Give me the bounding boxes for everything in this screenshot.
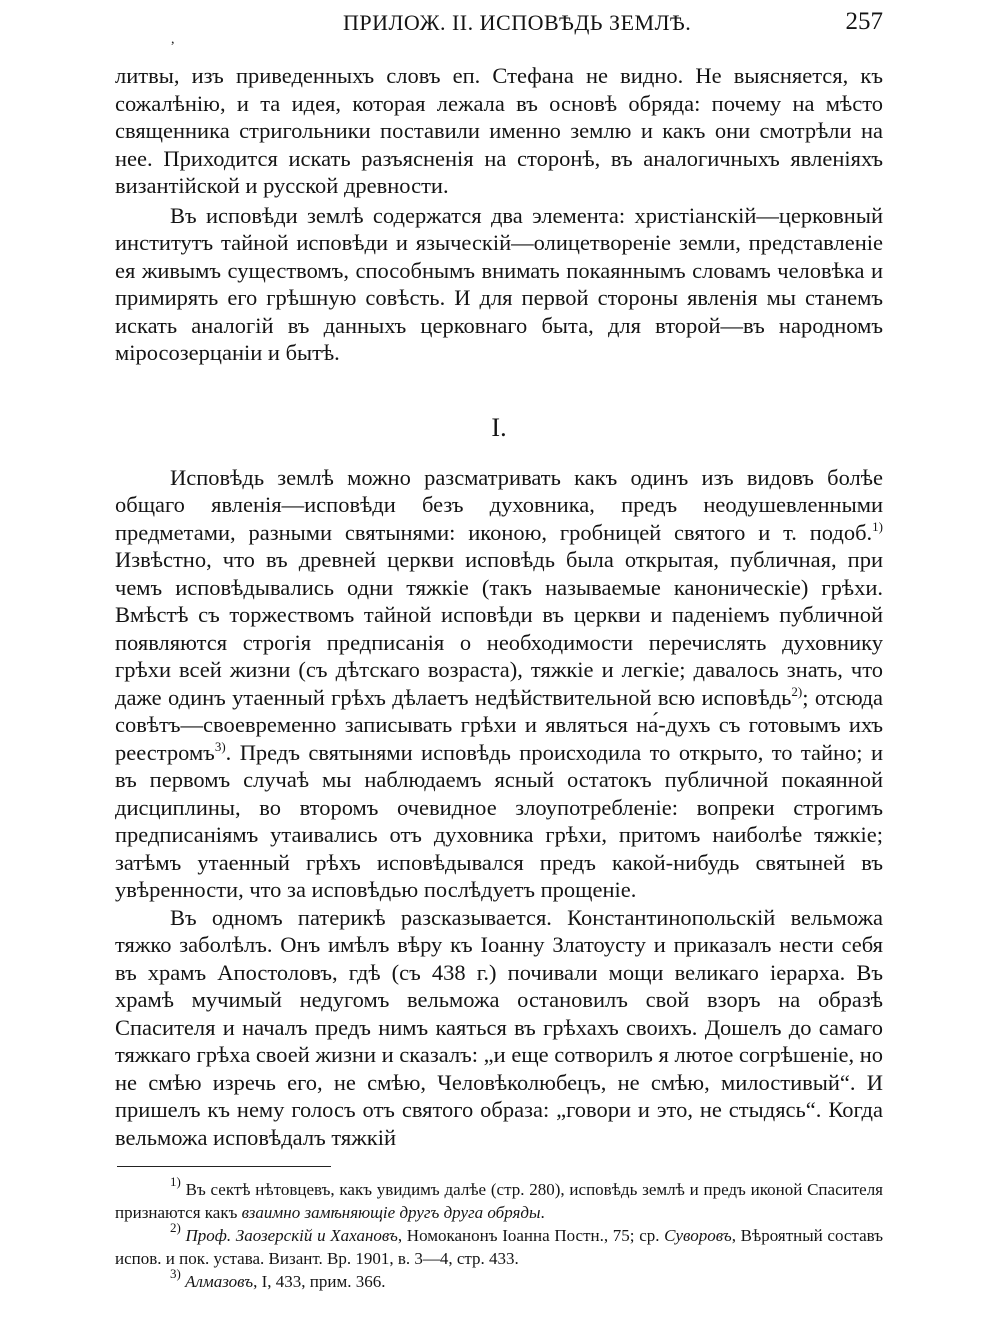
footnotes <box>115 1174 884 1293</box>
footnote-1 <box>115 1174 883 1224</box>
footnote-text: , Номоканонъ Іоанна Постн., 75; ср. <box>397 1226 665 1245</box>
footnote-marker: 2) <box>170 1220 181 1235</box>
footnote-text: , Вѣроятный составъ испов. и пок. устава. Визант. Вр. 1901, в. 3—4, стр. 433. <box>115 1226 884 1268</box>
paragraph: Въ одномъ патерикѣ разсказывается. Константинопольскій вельможа тяжко заболѣлъ. Онъ имѣлъ вѣру къ Іоанну Златоусту и приказалъ нести себя въ храмъ Апостоловъ, гдѣ (съ 438 г.) почивали мощи великаго іерарха. Въ храмѣ мучимый недугомъ вельможа остановилъ свой взоръ на образѣ Спасителя и началъ предъ нимъ каяться въ грѣхахъ своихъ. Дошелъ до самаго тяжкаго грѣха своей жизни и сказалъ: „и еще сотворилъ я лютое согрѣшеніе, но не смѣю изречь его, не смѣю, Человѣколюбецъ, не смѣю, милостивый“. И пришелъ къ нему голосъ отъ святого образа: „говори и это, не стыдясь“. Когда вельможа исповѣдалъ тяжкій <box>115 904 883 1150</box>
paragraph-text: Извѣстно, что въ древней церкви исповѣдь была открытая, публичная, при чемъ исповѣдывались одни тяжкіе (такъ называемые каноническіе) грѣхи. Вмѣстѣ съ торжествомъ тайной исповѣди въ церкви и паденіемъ публичной появляются строгія предписанія о необходимости перечислять духовнику грѣхи всей жизни (съ дѣтскаго возраста), тяжкіе и легкіе; давалось знать, что даже одинъ утаенный грѣхъ дѣлаетъ недѣйствительной всю исповѣдь <box>115 547 883 710</box>
paragraph <box>115 464 883 904</box>
footnote-text: . <box>540 1203 545 1222</box>
footnote-italic: Алмазовъ <box>185 1272 254 1291</box>
footnote-separator <box>117 1166 331 1167</box>
stray-mark: , <box>171 32 175 47</box>
footnote-italic: Проф. Заозерскій и Хахановъ <box>185 1226 398 1245</box>
section-heading: I. <box>491 412 507 442</box>
footnote-marker: 1) <box>170 1174 181 1189</box>
running-header <box>115 8 883 47</box>
paragraph-text: . Предъ святынями исповѣдь происходила то открыто, то тайно; и въ первомъ случаѣ мы наблюдаемъ ясный остатокъ публичной покаянной дисциплины, во второмъ очевидное злоупотребленіе: вопреки строгимъ предписаніямъ утаивались отъ духовника грѣхи, притомъ наиболѣе тяжкіе; затѣмъ утаенный грѣхъ исповѣдывался предъ какой-нибудь святыней въ увѣренности, что за исповѣдью послѣдуетъ прощеніе. <box>115 739 883 902</box>
page-number: 257 <box>845 8 883 35</box>
footnote-text: Въ сектѣ нѣтовцевъ, какъ увидимъ далѣе (стр. 280), исповѣдь землѣ и предъ иконой Спасителя признаются какъ <box>115 1180 883 1222</box>
paragraph: Въ исповѣди землѣ содержатся два элемента: христіанскій—церковный институтъ тайной исповѣди и языческій—олицетвореніе земли, представленіе ея живымъ существомъ, способнымъ внимать покаяннымъ словамъ человѣка и примирять его грѣшную совѣсть. И для первой стороны явленія мы станемъ искать аналогій въ данныхъ церковнаго быта, для второй—въ народномъ міросозерцаніи и бытѣ. <box>115 202 883 365</box>
footnote-ref: 2) <box>791 683 803 699</box>
footnote-italic: взаимно замѣняющіе другъ друга обряды <box>241 1203 541 1222</box>
footnote-ref: 1) <box>872 518 883 534</box>
paragraph-text: ; отсюда совѣтъ—своевременно записывать грѣхи и являться на́-духъ съ готовымъ ихъ реестромъ <box>115 684 884 765</box>
footnote-2 <box>115 1220 884 1270</box>
running-title: ПРИЛОЖ. II. ИСПОВѢДЬ ЗЕМЛѢ. <box>343 10 692 35</box>
footnote-3 <box>115 1266 883 1293</box>
footnote-marker: 3) <box>170 1266 181 1281</box>
footnote-text: , I, 433, прим. 366. <box>253 1272 386 1291</box>
footnote-italic: Суворовъ <box>664 1226 732 1245</box>
footnote-ref: 3) <box>214 738 226 754</box>
paragraph-continued: литвы, изъ приведенныхъ словъ еп. Стефана не видно. Не выясняется, къ сожалѣнію, и та идея, которая лежала въ основѣ обряда: почему на мѣсто священника стригольники поставили именно землю и какъ они смотрѣли на нее. Приходится искать разъясненія на сторонѣ, въ аналогичныхъ явленіяхъ византійской и русской древности. <box>115 63 883 198</box>
paragraph-text: Исповѣдь землѣ можно разсматривать какъ одинъ изъ видовъ болѣе общаго явленія—исповѣди безъ духовника, предъ неодушевленными предметами, разными святынями: иконою, гробницей святого и т. подоб. <box>115 464 883 545</box>
main-text <box>115 62 883 1151</box>
